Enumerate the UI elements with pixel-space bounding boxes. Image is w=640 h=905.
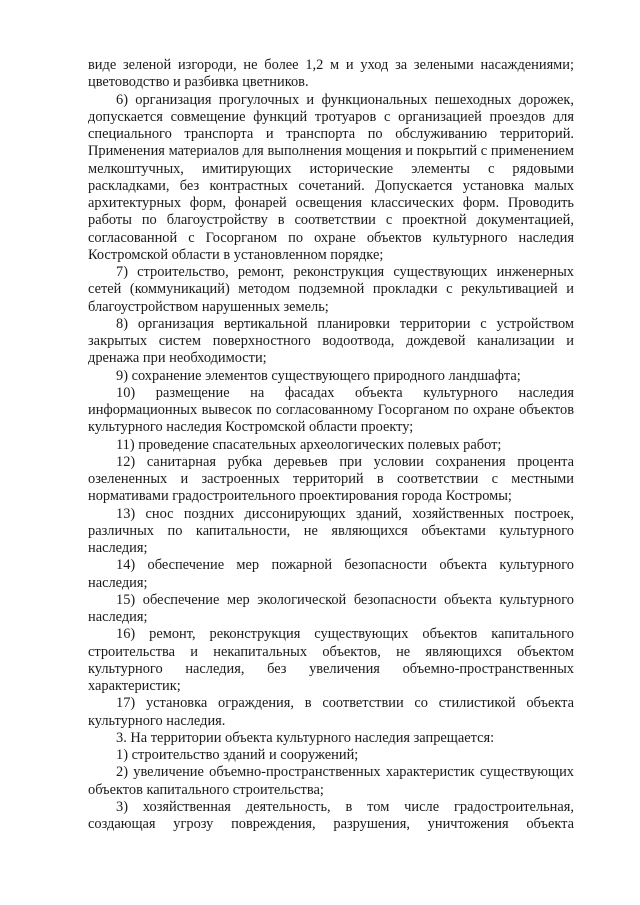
prohibition-item-2: 2) увеличение объемно-пространственных характеристик существующих объектов капитального строительства; xyxy=(88,764,574,798)
paragraph-item-8: 8) организация вертикальной планировки территории с устройством закрытых систем поверхностного водоотвода, дождевой канализации и дренажа при необходимости; xyxy=(88,315,574,367)
paragraph-item-12: 12) санитарная рубка деревьев при условии сохранения процента озелененных и застроенных территорий в соответствии с местными нормативами градостроительного проектирования города Костромы; xyxy=(88,453,574,505)
document-page xyxy=(88,57,574,833)
paragraph-item-10: 10) размещение на фасадах объекта культурного наследия информационных вывесок по согласованному Госорганом по охране объектов культурного наследия Костромской области проекту; xyxy=(88,384,574,436)
section-3-heading: 3. На территории объекта культурного наследия запрещается: xyxy=(116,729,495,746)
prohibition-item-3: 3) хозяйственная деятельность, в том числе градостроительная, создающая угрозу повреждения, разрушения, уничтожения объекта xyxy=(88,798,574,832)
paragraph-item-16: 16) ремонт, реконструкция существующих объектов капитального строительства и некапитальных объектов, не являющихся объектом культурного наследия, без увеличения объемно-пространственных характеристик; xyxy=(88,626,574,694)
paragraph-item-11: 11) проведение спасательных археологических полевых работ; xyxy=(116,436,502,453)
paragraph-continuation: виде зеленой изгороди, не более 1,2 м и уход за зелеными насаждениями; цветоводство и разбивка цветников. xyxy=(88,57,574,91)
paragraph-item-7: 7) строительство, ремонт, реконструкция существующих инженерных сетей (коммуникаций) методом подземной прокладки с рекультивацией и благоустройством нарушенных земель; xyxy=(88,264,574,315)
prohibition-item-1: 1) строительство зданий и сооружений; xyxy=(116,747,359,763)
paragraph-item-6: 6) организация прогулочных и функциональных пешеходных дорожек, допускается совмещение функций тротуаров с организацией проездов для специального транспорта и транспорта по обслуживанию территорий. Применения материалов для выполнения мощения и покрытий с применением мелкоштучных, имитирующих исторические элементы с рядовыми раскладками, без контрастных сочетаний. Допускается установка малых архитектурных форм, фонарей освещения классических форм. Проводить работы по благоустройству в соответствии с проектной документацией, согласованной с Госорганом по охране объектов культурного наследия Костромской области в установленном порядке; xyxy=(88,91,574,263)
paragraph-item-15: 15) обеспечение мер экологической безопасности объекта культурного наследия; xyxy=(88,591,574,625)
paragraph-item-14: 14) обеспечение мер пожарной безопасности объекта культурного наследия; xyxy=(88,557,574,591)
paragraph-item-13: 13) снос поздних диссонирующих зданий, хозяйственных построек, различных по капитальности, не являющихся объектами культурного наследия; xyxy=(88,505,574,556)
paragraph-item-17: 17) установка ограждения, в соответствии со стилистикой объекта культурного наследия. xyxy=(88,695,574,729)
paragraph-item-9: 9) сохранение элементов существующего природного ландшафта; xyxy=(116,367,521,384)
